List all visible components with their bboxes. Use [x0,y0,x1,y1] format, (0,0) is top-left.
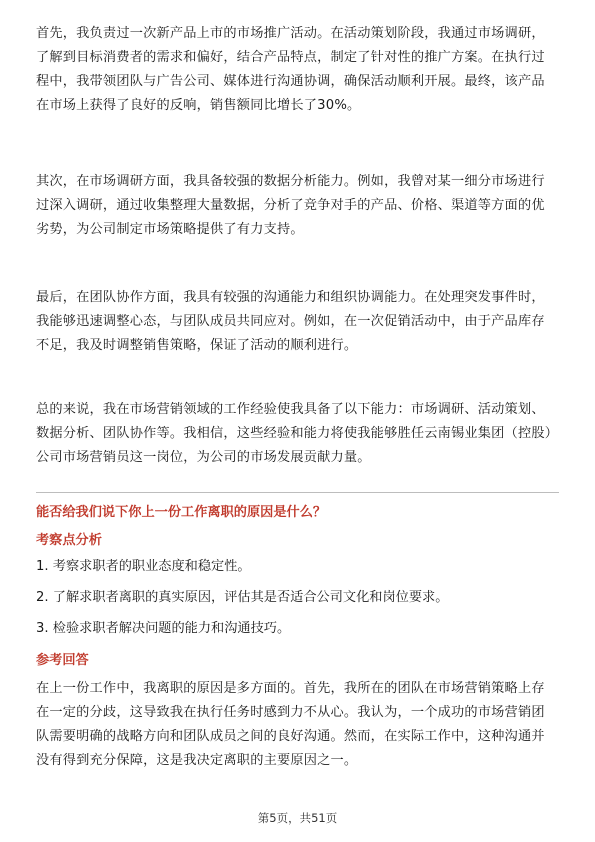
paragraph-teamwork: 最后，在团队协作方面，我具有较强的沟通能力和组织协调能力。在处理突发事件时，我能够迅速调整心态，与团队成员共同应对。例如，在一次促销活动中，由于产品库存不足，我及时调整销售策略，保证了活动的顺利进行。 [36,290,545,353]
section-divider [36,492,559,493]
paragraph-first-experience: 首先，我负责过一次新产品上市的市场推广活动。在活动策划阶段，我通过市场调研，了解到目标消费者的需求和偏好，结合产品特点，制定了针对性的推广方案。在执行过程中，我带领团队与广告公司、媒体进行沟通协调，确保活动顺利开展。最终，该产品在市场上获得了良好的反响，销售额同比增长了30%。 [36,26,545,113]
analysis-item: 1. 考察求职者的职业态度和稳定性。 [36,559,251,574]
analysis-item: 3. 检验求职者解决问题的能力和沟通技巧。 [36,621,291,636]
answer-text: 在上一份工作中，我离职的原因是多方面的。首先，我所在的团队在市场营销策略上存在一定的分歧，这导致我在执行任务时感到力不从心。我认为，一个成功的市场营销团队需要明确的战略方向和团队成员之间的良好沟通。然而，在实际工作中，这种沟通并没有得到充分保障，这是我决定离职的主要原因之一。 [36,681,545,768]
paragraph-summary: 总的来说，我在市场营销领域的工作经验使我具备了以下能力：市场调研、活动策划、数据分析、团队协作等。我相信，这些经验和能力将使我能够胜任云南锡业集团（控股）公司市场营销员这一岗位，为公司的市场发展贡献力量。 [36,402,552,465]
analysis-heading: 考察点分析 [36,533,102,548]
page-number: 第5页，共51页 [257,811,338,825]
paragraph-market-research: 其次，在市场调研方面，我具备较强的数据分析能力。例如，我曾对某一细分市场进行过深入调研，通过收集整理大量数据，分析了竞争对手的产品、价格、渠道等方面的优劣势，为公司制定市场策略提供了有力支持。 [36,174,545,237]
interview-question: 能否给我们说下你上一份工作离职的原因是什么？ [36,505,327,520]
answer-heading: 参考回答 [36,653,89,668]
analysis-item: 2. 了解求职者离职的真实原因，评估其是否适合公司文化和岗位要求。 [36,590,449,605]
